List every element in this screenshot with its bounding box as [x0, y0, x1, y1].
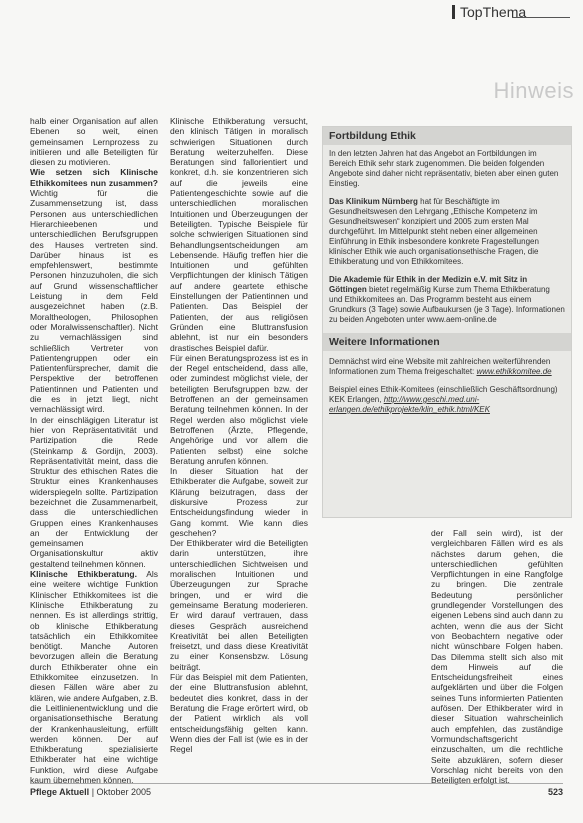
- paragraph: [431, 528, 563, 785]
- paragraph-text: Wichtig für die Zusammensetzung ist, dass Personen aus unterschiedlichen Hierarchieebenen und unterschiedlichen Berufsgruppen des Hauses vertreten sind. Darüber hinaus ist es empfehlenswert, bestimmte Personen hinzuzuholen, die sich auf Grund wissenschaftlicher Leistung in dem Feld ausgezeichnet haben (z.B. Moraltheologen, Philosophen oder Moralwissenschaftler). Nicht zu vernachlässigen sind schließlich Vertreter von Patientengruppen oder ein Patientenfürsprecher, damit die Perspektive der betroffenen Patientinnen und Patienten und die es in jetzt liegt, nicht vernachlässigt wird.: [30, 188, 158, 415]
- box-website: Demnächst wird eine Website mit zahlreichen weiterführenden Informationen zum Thema freigeschaltet: www.ethikkomitee.de: [329, 357, 552, 376]
- header-rule: [512, 17, 570, 18]
- kek-link[interactable]: http://www.geschi.med.uni-erlangen.de/ethikprojekte/klin_ethik.html/KEK: [329, 395, 490, 414]
- article-column-1: [30, 116, 159, 785]
- page-footer: [30, 787, 563, 801]
- info-box: [322, 126, 572, 518]
- paragraph-text: der Fall sein wird), ist der vergleichbaren Fällen wird es als nächstes darum gehen, die unterschiedlichen gefühlten Verpflichtungen in eine Rangfolge zu bringen. Die zentrale Bedeutung persönlicher grundlegender Vorstellungen des eigenen Lebens sind auch dann zu achten, wenn die aus der Sicht von Beobachtern negative oder nicht wünschbare Folgen haben. Das Dilemma stellt sich also mit dem Hinweis auf die Entscheidungsfreiheit eines aufgeklärten und über die Folgen seines Tuns informierten Patienten aufösen. Der Ethikberater wird in dieser Situation wahrscheinlich auch empfehlen, das zuständige Vormundschaftsgericht einzuschalten, um die rechtliche Seite abzuklären, sofern dieser Vorschlag nicht bereits von den Beteiligten erfolgt ist.: [431, 528, 563, 786]
- paragraph-text: Für einen Beratungsprozess ist es in der Regel entscheidend, dass alle, oder zumindest möglichst viele, der beteiligten Berufsgruppen bzw. der Betroffenen an der gemeinsamen Beratung teilnehmen können. In der Regel werden also möglichst viele Betroffenen (Ärzte, Pflegende, Angehörige und vor allem die Patienten selbst) eine solche Beratung anrufen können.: [170, 352, 308, 466]
- paragraph-text: halb einer Organisation auf allen Ebenen so weit, einen gemeinsamen Lernprozess zu initiieren und alle Beteiligten für diesen zu motivieren.: [30, 116, 158, 168]
- paragraph: [30, 167, 158, 414]
- paragraph-text: In dieser Situation hat der Ethikberater die Aufgabe, soweit zur Klärung beizutragen, dass der diskursive Prozess zur Entscheidungsfindung wieder in Gang kommt. Wie kann dies geschehen?: [170, 466, 308, 538]
- article-column-3: [431, 528, 563, 786]
- hinweis-label: Hinweis: [493, 78, 574, 103]
- section-title: TopThema: [460, 4, 527, 20]
- section-header: [452, 4, 570, 26]
- box-intro: In den letzten Jahren hat das Angebot an Fortbildungen im Bereich Ethik sehr stark zugenommen. Die beiden folgenden Angebote sind daher nicht repräsentativ, bieten aber einen guten Einstieg.: [329, 149, 559, 188]
- paragraph-heading: Klinische Ethikberatung.: [30, 569, 137, 580]
- paragraph: [30, 116, 158, 167]
- box-title-weitere: Weitere Informationen: [323, 333, 571, 351]
- article-column-2: [170, 116, 308, 770]
- box-body: [323, 145, 571, 427]
- box-nuernberg: Das Klinikum Nürnberg hat für Beschäftigte im Gesundheitswesen den Lehrgang „Ethische Kompetenz im Gesundheitswesen“ konzipiert und 2005 zum ersten Mal durchgeführt. Im Mittelpunkt steht neben einer allgemeinen Einführung in Ethik insbesondere konkrete Fragestellungen klinischer Ethik wie auch organisationsethische Fragen, die Ethikberatung und von Ethikkomitees.: [329, 197, 539, 266]
- ethikkomitee-link[interactable]: www.ethikkomitee.de: [476, 367, 552, 376]
- paragraph: [30, 569, 158, 785]
- paragraph: [30, 415, 158, 569]
- box-kek: Beispiel eines Ethik-Komitees (einschließlich Geschäftsordnung) KEK Erlangen, http://www.geschi.med.uni-erlangen.de/ethikprojekte/klin_ethik.html/KEK: [329, 385, 558, 414]
- paragraph-heading: Wie setzen sich Klinische Ethikkomitees nun zusammen?: [30, 167, 158, 188]
- section-marker: [452, 5, 455, 19]
- paragraph-text: Klinische Ethikberatung versucht, den klinisch Tätigen in moralisch schwierigen Situationen durch Beratung weiterzuhelfen. Diese Beratungen sind fallorientiert und konkret, d.h. sie konzentrieren sich auf die jeweils eine Patientengeschichte sowie auf die unterschiedlichen moralischen Intuitionen und Überzeugungen der Beteiligten. Typische Beispiele für solche schwierigen Situationen sind Behandlungsentscheidungen am Lebensende. Häufig treffen hier die Intuitionen und gefühlten Verpflichtungen der klinisch Tätigen auf andere geartete ethische Einstellungen der Patientinnen und Patienten. Das Beispiel der Patienten, der aus religiösen Gründen eine Bluttransfusion ablehnt, ist nur ein besonders drastisches Beispiel dafür.: [170, 116, 308, 353]
- box-akademie: Die Akademie für Ethik in der Medizin e.V. mit Sitz in Göttingen bietet regelmäßig Kurse zum Thema Ethikberatung und Ethikkomitees an. Das Programm besteht aus einem Grundkurs (3 Tage) sowie Aufbaukursen (je 3 Tage). Informationen zu beiden Angeboten unter www.aem-online.de: [329, 275, 565, 324]
- paragraph: [170, 116, 308, 353]
- footer-rule: [30, 783, 563, 784]
- paragraph-text: Als eine weitere wichtige Funktion Klinischer Ethikkomitees ist die Klinische Ethikberatung zu nennen. Es ist allerdings strittig, ob klinische Ethikberatung tatsächlich ein Ethikkomitee benötigt. Manche Autoren bevorzugen allein die Beratung durch Ethikberater ohne ein Ethikkomitee einzusetzen. In diesen Fällen wäre aber zu klären, wie andere Aufgaben, z.B. die Leitlinienentwicklung und die organisationsethische Beratung der Krankenhausleitung, erfüllt werden können. Der auf Ethikberatung spezialisierte Ethikberater hat eine wichtige Funktion, wird diese Aufgabe kaum übernehmen können.: [30, 569, 159, 785]
- paragraph: [170, 672, 308, 754]
- paragraph-text: Für das Beispiel mit dem Patienten, der eine Bluttransfusion ablehnt, bedeutet dies konkret, dass in der Beratung die Frage erörtert wird, ob der Patient wirklich als voll entscheidungsfähig gelten kann. Wenn dies der Fall ist (wie es in der Regel: [170, 672, 308, 755]
- paragraph: [170, 353, 308, 466]
- box-title-fortbildung: Fortbildung Ethik: [323, 127, 571, 145]
- paragraph: [170, 466, 308, 538]
- magazine-name: Pflege Aktuell | Oktober 2005: [30, 787, 152, 797]
- page-number: 523: [547, 787, 563, 797]
- paragraph-text: In der einschlägigen Literatur ist hier von Repräsentativität und Partizipation die Rede (Steinkamp & Gordijn, 2003). Repräsentativität meint, dass die Struktur des ethischen Rates die Struktur eines Krankenhauses widerspiegeln sollte. Partizipation bezeichnet die Zusammenarbeit, dass die unterschiedlichen Gruppen eines Krankenhauses an der Entwicklung der gemeinsamen Organisationskultur aktiv gestaltend teilnehmen können.: [30, 414, 158, 569]
- paragraph: [170, 538, 308, 672]
- paragraph-text: Der Ethikberater wird die Beteiligten darin unterstützen, ihre unterschiedlichen Sichtweisen und moralischen Intuitionen und Überzeugungen zur Sprache bringen, und er wird die gemeinsame Beratung moderieren. Er wird darauf vertrauen, dass dieses Gespräch ausreichend Kreativität bei allen Beteiligten freisetzt, und dass diese Kreativität zu einer Konsensbzw. Lösung beiträgt.: [170, 538, 308, 672]
